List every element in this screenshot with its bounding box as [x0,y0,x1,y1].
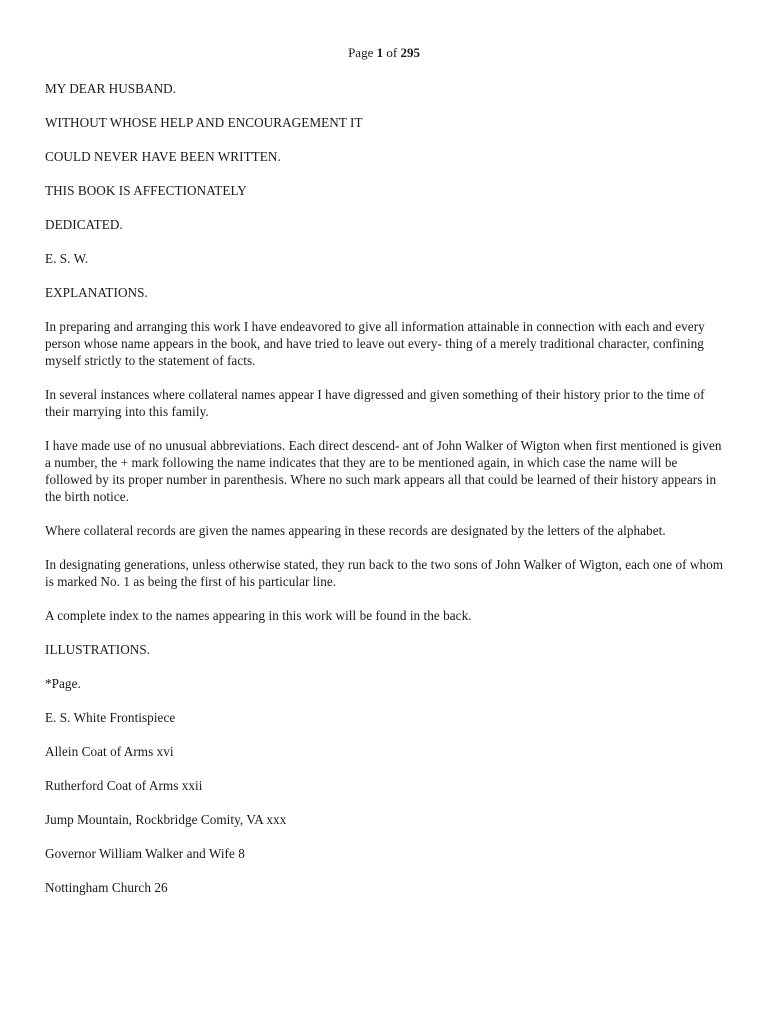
page-label: Page [348,45,374,60]
illustrations-heading: ILLUSTRATIONS. [45,642,151,657]
dedication-line-2: WITHOUT WHOSE HELP AND ENCOURAGEMENT IT [45,115,363,130]
explanation-paragraph: In preparing and arranging this work I have endeavored to give all information attainable in connection with each and every person whose name appears in the book, and have tried to leave out every- thing of a merely traditional character, confining myself strictly to the statement of facts. [45,319,705,368]
dedication-line-4: THIS BOOK IS AFFECTIONATELY [45,183,247,198]
dedication-initials: E. S. W. [45,251,89,266]
explanation-paragraph: A complete index to the names appearing in this work will be found in the back. [45,608,472,623]
illustration-list-item: Jump Mountain, Rockbridge Comity, VA xxx [45,812,287,827]
illustrations-page-column-label: *Page. [45,676,81,691]
page-of-label: of [386,45,398,60]
total-pages-number: 295 [400,45,420,60]
explanations-heading: EXPLANATIONS. [45,285,148,300]
current-page-number: 1 [376,45,384,60]
document-body [45,80,725,913]
illustration-list-item: Nottingham Church 26 [45,880,168,895]
explanation-paragraph: In designating generations, unless otherwise stated, they run back to the two sons of John Walker of Wigton, each one of whom is marked No. 1 as being the first of his particular line. [45,557,724,589]
dedication-line-1: MY DEAR HUSBAND. [45,81,177,96]
page-number-header [0,45,768,61]
explanation-paragraph: I have made use of no unusual abbreviations. Each direct descend- ant of John Walker of Wigton when first mentioned is given a number, the + mark following the name indicates that they are to be mentioned again, in which case the name will be followed by its proper number in parenthesis. Where no such mark appears all that could be learned of their history appears in the birth notice. [45,438,722,504]
illustration-list-item: Governor William Walker and Wife 8 [45,846,245,861]
dedication-line-3: COULD NEVER HAVE BEEN WRITTEN. [45,149,281,164]
explanation-paragraph: Where collateral records are given the names appearing in these records are designated by the letters of the alphabet. [45,523,666,538]
illustration-list-item: E. S. White Frontispiece [45,710,176,725]
illustration-list-item: Allein Coat of Arms xvi [45,744,174,759]
dedication-line-5: DEDICATED. [45,217,123,232]
illustration-list-item: Rutherford Coat of Arms xxii [45,778,203,793]
explanation-paragraph: In several instances where collateral names appear I have digressed and given something of their history prior to the time of their marrying into this family. [45,387,705,419]
